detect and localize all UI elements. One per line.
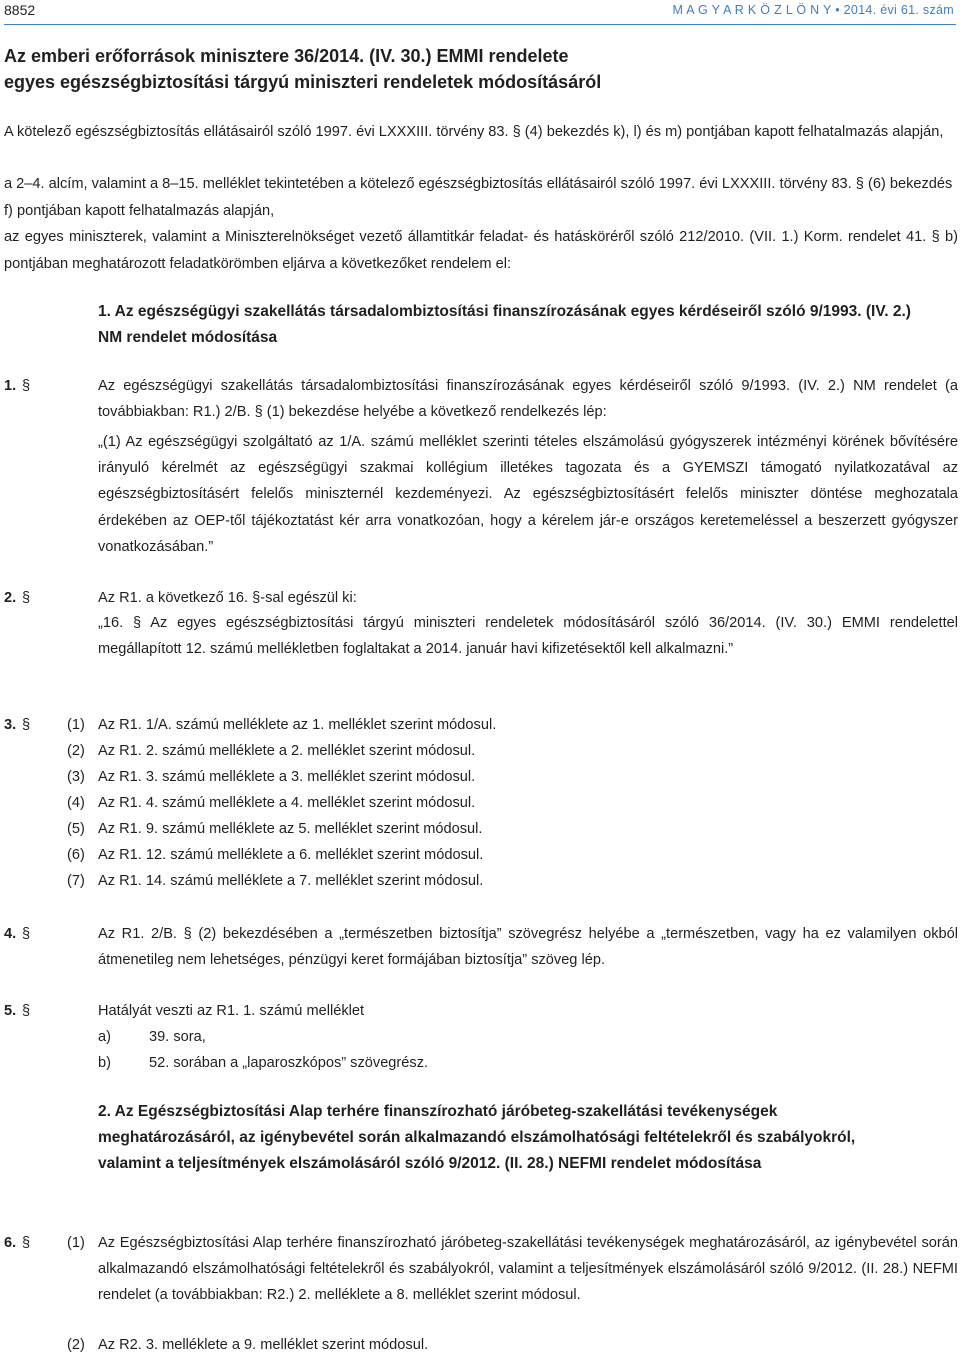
subsection-number: (4) xyxy=(67,795,85,811)
subsection-text: Az R1. 12. számú melléklete a 6. melléklet szerint módosul. xyxy=(98,847,484,863)
subsection-text: Az R1. 4. számú melléklete a 4. melléklet szerint módosul. xyxy=(98,795,476,811)
journal-header: M A G Y A R K Ö Z L Ö N Y • 2014. évi 61. szám xyxy=(672,3,954,17)
point-text: 39. sora, xyxy=(149,1029,206,1045)
subsection-number: (7) xyxy=(67,873,85,889)
header-rule xyxy=(4,24,956,25)
subsection-text: Az R1. 1/A. számú melléklete az 1. melléklet szerint módosul. xyxy=(98,717,497,733)
point-text: 52. sorában a „laparoszkópos” szövegrész. xyxy=(149,1055,429,1071)
decree-title-line: egyes egészségbiztosítási tárgyú miniszteri rendeletek módosításáról xyxy=(4,72,602,92)
paragraph-number: 6. xyxy=(4,1235,17,1251)
point-label: a) xyxy=(98,1029,111,1045)
paragraph-number: 3. xyxy=(4,717,17,733)
subsection-number: (6) xyxy=(67,847,85,863)
subsection-text: Az R2. 3. melléklete a 9. melléklet szerint módosul. xyxy=(98,1337,429,1353)
subsection-number: (1) xyxy=(67,1235,85,1251)
section-heading: 2. Az Egészségbiztosítási Alap terhére finanszírozható járóbeteg-szakellátási tevékenységek meghatározásáról, az igénybevétel során alkalmazandó elszámolhatósági feltételekről és szabályokról, valamint a teljesítmények elszámolásáról szóló 9/2012. (II. 28.) NEFMI rendelet módosítása xyxy=(98,1103,856,1172)
subsection-text: Az R1. 3. számú melléklete a 3. melléklet szerint módosul. xyxy=(98,769,476,785)
section-sign: § xyxy=(22,926,31,942)
preamble-paragraph: az egyes miniszterek, valamint a Miniszterelnökséget vezető államtitkár feladat- és hatásköréről szóló 212/2010. (VII. 1.) Korm. rendelet 41. § b) pontjában meghatározott feladatkörömben eljárva a következőket rendelem el: xyxy=(4,229,958,272)
paragraph-text: Az R1. 2/B. § (2) bekezdésében a „természetben biztosítja” szövegrész helyébe a „természetben, vagy ha ez valamilyen okból átmenetileg nem lehetséges, pénzügyi keret formájában biztosítja” szöveg lép. xyxy=(98,926,958,969)
section-sign: § xyxy=(22,1003,31,1019)
subsection-text: Az R1. 14. számú melléklete a 7. melléklet szerint módosul. xyxy=(98,873,484,889)
subsection-text: Az Egészségbiztosítási Alap terhére finanszírozható járóbeteg-szakellátási tevékenységek meghatározásáról, az igénybevétel során alkalmazandó elszámolhatósági feltételekről és szabályokról, valamint a teljesítmények elszámolásáról szóló 9/2012. (II. 28.) NEFMI rendelet (a továbbiakban: R2.) 2. melléklete a 8. melléklet szerint módosul. xyxy=(98,1235,958,1304)
paragraph-text: Hatályát veszti az R1. 1. számú melléklet xyxy=(98,1003,365,1019)
subsection-number: (5) xyxy=(67,821,85,837)
preamble-paragraph: A kötelező egészségbiztosítás ellátásairól szóló 1997. évi LXXXIII. törvény 83. § (4) bekezdés k), l) és m) pontjában kapott felhatalmazás alapján, xyxy=(4,124,944,140)
section-sign: § xyxy=(22,1235,31,1251)
subsection-number: (3) xyxy=(67,769,85,785)
subsection-text: Az R1. 2. számú melléklete a 2. melléklet szerint módosul. xyxy=(98,743,476,759)
subsection-text: Az R1. 9. számú melléklete az 5. melléklet szerint módosul. xyxy=(98,821,483,837)
quoted-text: „16. § Az egyes egészségbiztosítási tárgyú miniszteri rendeletek módosításáról szóló 36/2014. (IV. 30.) EMMI rendelettel megállapított 12. számú mellékletben foglaltakat a 2014. január havi kifizetésektől kell alkalmazni.” xyxy=(98,615,958,658)
page-number: 8852 xyxy=(4,2,36,18)
subsection-number: (2) xyxy=(67,1337,85,1353)
subsection-number: (1) xyxy=(67,717,85,733)
point-label: b) xyxy=(98,1055,111,1071)
paragraph-number: 4. xyxy=(4,926,17,942)
paragraph-number: 1. xyxy=(4,378,17,394)
section-heading: 1. Az egészségügyi szakellátás társadalombiztosítási finanszírozásának egyes kérdéseiről szóló 9/1993. (IV. 2.) NM rendelet módosítása xyxy=(98,303,911,346)
subsection-number: (2) xyxy=(67,743,85,759)
section-sign: § xyxy=(22,378,31,394)
section-sign: § xyxy=(22,590,31,606)
quoted-text: „(1) Az egészségügyi szolgáltató az 1/A. számú melléklet szerinti tételes elszámolású gyógyszerek intézményi körének bővítésére irányuló kérelmét az egészségügyi szakmai kollégium illetékes tagozata és a GYEMSZI támogató nyilatkozatával az egészségbiztosításért felelős miniszternél kezdeményezi. Az egészségbiztosításért felelős miniszter döntése meghozatala érdekében az OEP-től tájékoztatást kér arra vonatkozóan, hogy a kérelem jár-e országos keretemeléssel a beszerzett gyógyszer vonatkozásában.” xyxy=(98,434,958,555)
decree-title xyxy=(4,43,934,95)
paragraph-text: Az R1. a következő 16. §-sal egészül ki: xyxy=(98,590,357,606)
paragraph-number: 2. xyxy=(4,590,17,606)
paragraph-text: Az egészségügyi szakellátás társadalombiztosítási finanszírozásának egyes kérdéseiről szóló 9/1993. (IV. 2.) NM rendelet (a továbbiakban: R1.) 2/B. § (1) bekezdése helyébe a következő rendelkezés lép: xyxy=(98,378,958,421)
preamble-paragraph: a 2–4. alcím, valamint a 8–15. melléklet tekintetében a kötelező egészségbiztosítás ellátásairól szóló 1997. évi LXXXIII. törvény 83. § (6) bekezdés f) pontjában kapott felhatalmazás alapján, xyxy=(4,176,953,219)
paragraph-number: 5. xyxy=(4,1003,17,1019)
section-sign: § xyxy=(22,717,31,733)
decree-title-line: Az emberi erőforrások minisztere 36/2014. (IV. 30.) EMMI rendelete xyxy=(4,46,569,66)
